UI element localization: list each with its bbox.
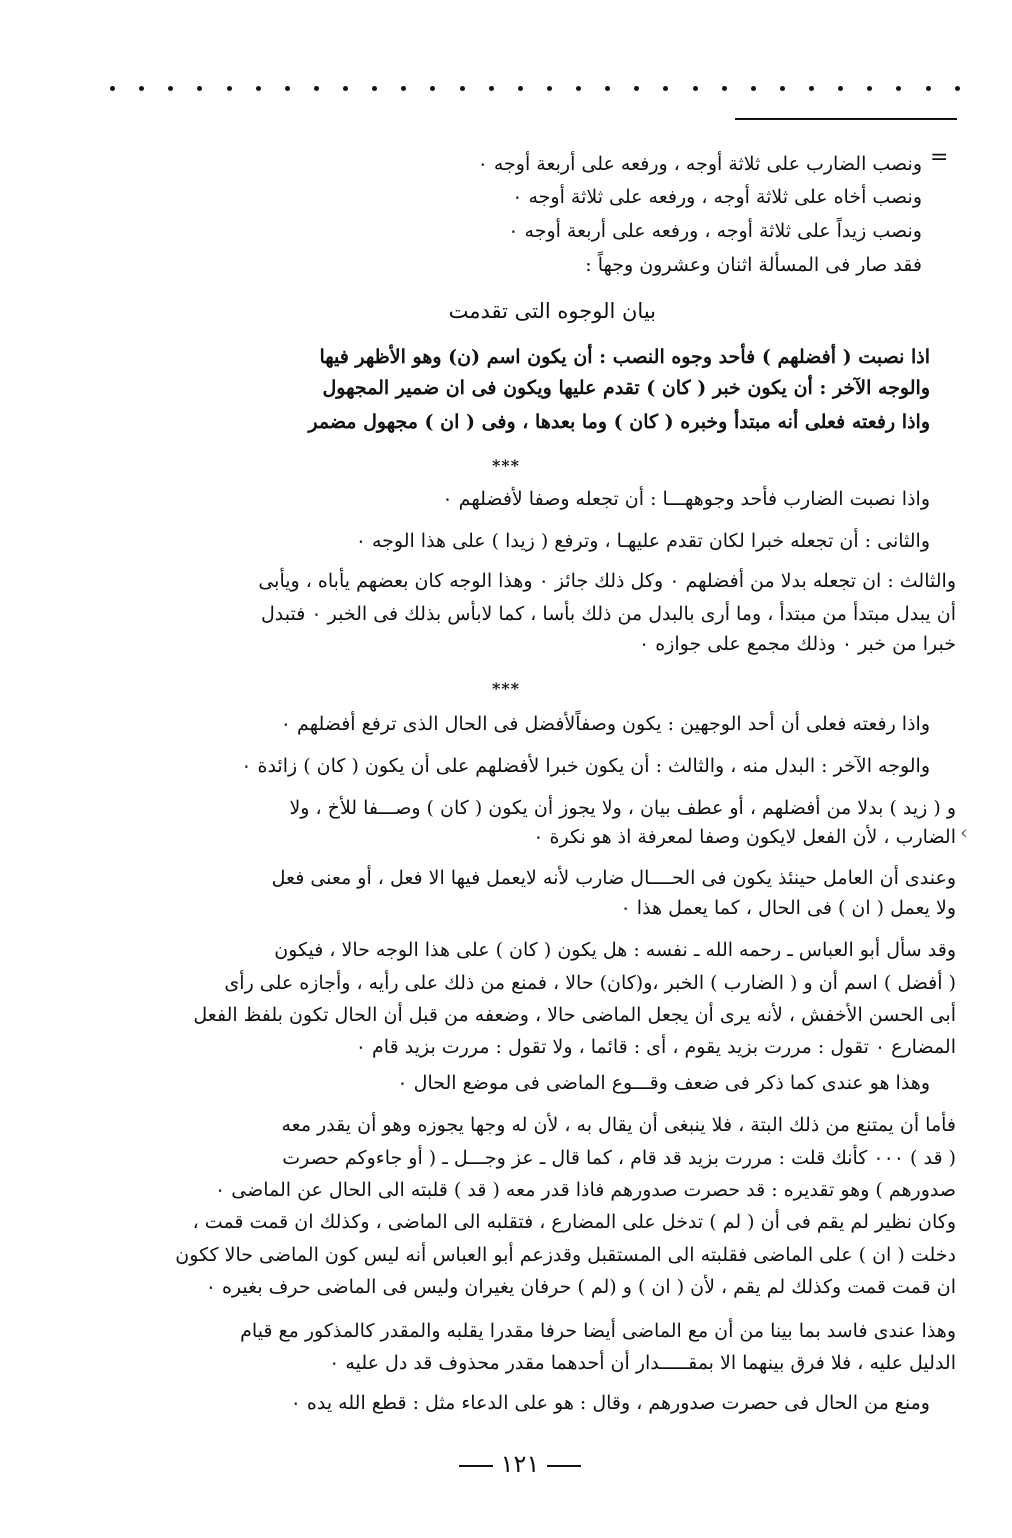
dot <box>809 86 814 91</box>
dot <box>110 86 115 91</box>
dot <box>401 86 406 91</box>
dot <box>926 86 931 91</box>
text-line: وقد سأل أبو العباس ـ رحمه الله ـ نفسه : هل يكون ( كان ) على هذا الوجه حالا ، فيكون <box>274 939 956 961</box>
dot <box>867 86 872 91</box>
continuation-mark: = <box>930 145 949 170</box>
text-line: أن يبدل مبتدأ من مبتدأ ، وما أرى بالبدل من ذلك بأسا ، كما لابأس بذلك فى الخبر ٠ فتبدل <box>260 603 956 625</box>
separator-stars: *** <box>491 679 521 698</box>
text-line: وعندى أن العامل حينئذ يكون فى الحــــال ضارب لأنه لايعمل فيها الا فعل ، أو معنى فعل <box>271 867 956 889</box>
dot <box>518 86 523 91</box>
page-number-text: ١٢١ <box>500 1450 540 1478</box>
text-line: ونصب الضارب على ثلاثة أوجه ، ورفعه على أربعة أوجه ٠ <box>477 153 922 175</box>
text-line: والثالث : ان تجعله بدلا من أفضلهم ٠ وكل ذلك جائز ٠ وهذا الوجه كان بعضهم يأباه ، ويأبى <box>258 570 956 592</box>
text-line: الضارب ، لأن الفعل لايكون وصفا لمعرفة اذ هو نكرة ٠ <box>533 826 956 848</box>
dot <box>314 86 319 91</box>
dot <box>955 86 960 91</box>
dot <box>139 86 144 91</box>
text-line: وهذا هو عندى كما ذكر فى ضعف وقـــوع الماضى فى موضع الحال ٠ <box>397 1072 930 1094</box>
dot <box>227 86 232 91</box>
text-line: الدليل عليه ، فلا فرق بينهما الا بمقـــــدار أن أحدهما مقدر محذوف قد دل عليه ٠ <box>329 1352 956 1374</box>
page-number-dash-right <box>459 1465 493 1467</box>
footnote-rule <box>735 118 957 120</box>
dot <box>430 86 435 91</box>
page-number <box>440 1448 600 1480</box>
text-line: صدورهم ) وهو تقديره : قد حصرت صدورهم فاذا قدر معه ( قد ) قلبته الى الحال عن الماضى ٠ <box>214 1179 956 1201</box>
dot <box>896 86 901 91</box>
dot <box>838 86 843 91</box>
text-line: والثانى : أن تجعله خبرا لكان تقدم عليهـا ، وترفع ( زيدا ) على هذا الوجه ٠ <box>355 530 930 552</box>
dot <box>256 86 261 91</box>
text-line: وهذا عندى فاسد بما بينا من أن مع الماضى أيضا حرفا مقدرا يقلبه والمقدر كالمذكور مع قيام <box>240 1320 956 1342</box>
dot <box>372 86 377 91</box>
text-line: واذا نصبت الضارب فأحد وجوههـــا : أن تجعله وصفا لأفضلهم ٠ <box>442 488 930 510</box>
page-number-dash-left <box>547 1465 581 1467</box>
dot <box>605 86 610 91</box>
text-line: ( قد ) ٠٠٠ كأنك قلت : مررت بزيد قد قام ، كما قال ـ عز وجـــل ـ ( أو جاءوكم حصرت <box>282 1147 956 1169</box>
text-line: فأما أن يمتنع من ذلك البتة ، فلا ينبغى أن يقال به ، لأن له وجها يجوزه وهو أن يقدر معه <box>281 1114 956 1136</box>
text-line: ونصب زيداً على ثلاثة أوجه ، ورفعه على أربعة أوجه ٠ <box>508 220 922 242</box>
dot <box>663 86 668 91</box>
text-line: دخلت ( ان ) على الماضى فقلبته الى المستقبل وقدزعم أبو العباس أنه ليس كون الماضى حالا ككون <box>175 1244 956 1266</box>
dot <box>780 86 785 91</box>
text-line: والوجه الآخر : أن يكون خبر ( كان ) تقدم عليها ويكون فى ان ضمير المجهول <box>322 377 930 399</box>
text-line: والوجه الآخر : البدل منه ، والثالث : أن يكون خبرا لأفضلهم على أن يكون ( كان ) زائدة ٠ <box>241 755 930 777</box>
text-line: و ( زيد ) بدلا من أفضلهم ، أو عطف بيان ، ولا يجوز أن يكون ( كان ) وصـــفا للأخ ، ولا <box>289 797 956 819</box>
text-line: واذا رفعته فعلى أن أحد الوجهين : يكون وصفاًلأفضل فى الحال الذى ترفع أفضلهم ٠ <box>280 713 930 735</box>
dot <box>634 86 639 91</box>
top-dotted-rule <box>110 78 960 98</box>
section-title: بيان الوجوه التى تقدمت <box>448 299 656 323</box>
separator-stars: *** <box>491 456 521 475</box>
dot <box>547 86 552 91</box>
text-line: خبرا من خبر ٠ وذلك مجمع على جوازه ٠ <box>638 633 956 655</box>
dot <box>489 86 494 91</box>
dot <box>460 86 465 91</box>
dot <box>168 86 173 91</box>
text-line: وكان نظير لم يقم فى أن ( لم ) تدخل على المضارع ، فتقلبه الى الماضى ، وكذلك ان قمت قمت ، <box>192 1211 956 1233</box>
dot <box>693 86 698 91</box>
dot <box>197 86 202 91</box>
text-line: أبى الحسن الأخفش ، لأنه يرى أن يجعل الماضى حالا ، وضعفه من قبل أن الحال تكون بلفظ الفعل <box>193 1004 956 1026</box>
text-line: واذا رفعته فعلى أنه مبتدأ وخبره ( كان ) وما بعدها ، وفى ( ان ) مجهول مضمر <box>308 411 930 433</box>
text-line: المضارع ٠ تقول : مررت بزيد يقوم ، أى : قائما ، ولا تقول : مررت بزيد قام ٠ <box>355 1036 956 1058</box>
dot <box>343 86 348 91</box>
text-line: اذا نصبت ( أفضلهم ) فأحد وجوه النصب : أن يكون اسم (ن) وهو الأظهر فيها <box>319 346 930 368</box>
text-line: ومنع من الحال فى حصرت صدورهم ، وقال : هو على الدعاء مثل : قطع الله يده ٠ <box>290 1392 930 1414</box>
dot <box>285 86 290 91</box>
text-line: ( أفضل ) اسم أن و ( الضارب ) الخبر ،و(كان) حالا ، فمنع من ذلك على رأيه ، وأجازه على رأى <box>224 972 956 994</box>
text-line: ان قمت قمت وكذلك لم يقم ، لأن ( ان ) و (لم ) حرفان يغيران وليس فى الماضى حرف بغيره ٠ <box>205 1276 956 1298</box>
dot <box>576 86 581 91</box>
text-line: فقد صار فى المسألة اثنان وعشرون وجهاً : <box>585 254 922 276</box>
dot <box>722 86 727 91</box>
text-line: ولا يعمل ( ان ) فى الحال ، كما يعمل هذا ٠ <box>620 897 956 919</box>
text-line: ونصب أخاه على ثلاثة أوجه ، ورفعه على ثلاثة أوجه ٠ <box>512 186 922 208</box>
dot <box>751 86 756 91</box>
margin-mark: ‹ <box>960 820 968 844</box>
